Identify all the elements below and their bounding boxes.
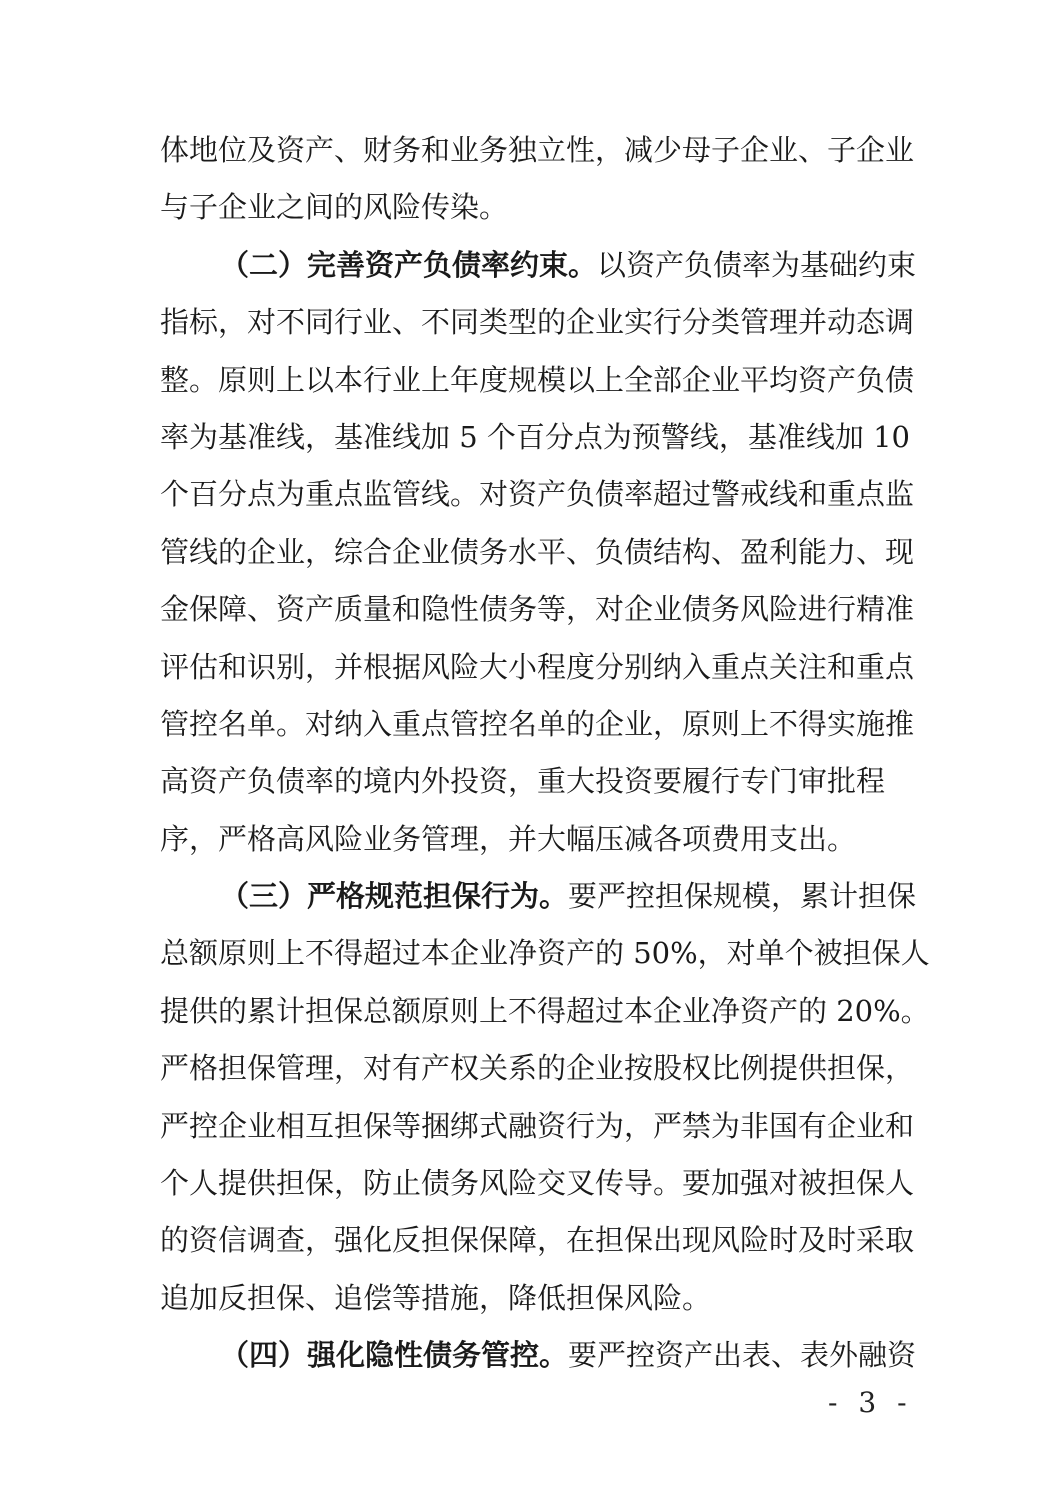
section-heading: （三）严格规范担保行为。 xyxy=(220,879,569,914)
section-heading: （二）完善资产负债率约束。 xyxy=(220,247,598,282)
paragraph-line: 的资信调查，强化反担保保障，在担保出现风险时及时采取 xyxy=(160,1223,915,1258)
page-number: - 3 - xyxy=(828,1386,913,1419)
paragraph-line: 与子企业之间的风险传染。 xyxy=(160,190,509,225)
paragraph-line: 严控企业相互担保等捆绑式融资行为，严禁为非国有企业和 xyxy=(160,1108,915,1143)
paragraph-line: 个百分点为重点监管线。对资产负债率超过警戒线和重点监 xyxy=(160,477,915,512)
paragraph-line: 率为基准线，基准线加 5 个百分点为预警线，基准线加 10 xyxy=(160,419,911,454)
paragraph-line: 指标，对不同行业、不同类型的企业实行分类管理并动态调 xyxy=(160,305,915,340)
paragraph-line: 追加反担保、追偿等措施，降低担保风险。 xyxy=(160,1280,712,1315)
document-body xyxy=(160,122,930,1385)
paragraph-text: 要严控资产出表、表外融资 xyxy=(568,1338,917,1373)
paragraph-line: 管控名单。对纳入重点管控名单的企业，原则上不得实施推 xyxy=(160,706,915,741)
paragraph-line: 个人提供担保，防止债务风险交叉传导。要加强对被担保人 xyxy=(160,1166,915,1201)
paragraph-line: 提供的累计担保总额原则上不得超过本企业净资产的 20%。 xyxy=(160,993,930,1028)
paragraph-line: 体地位及资产、财务和业务独立性，减少母子企业、子企业 xyxy=(160,133,915,167)
paragraph-line: 序，严格高风险业务管理，并大幅压减各项费用支出。 xyxy=(160,821,857,856)
paragraph-line: 整。原则上以本行业上年度规模以上全部企业平均资产负债 xyxy=(160,362,915,397)
paragraph-line: 高资产负债率的境内外投资，重大投资要履行专门审批程 xyxy=(160,764,886,799)
paragraph-line: 严格担保管理，对有产权关系的企业按股权比例提供担保， xyxy=(160,1051,915,1086)
paragraph-text: 以资产负债率为基础约束 xyxy=(597,247,917,282)
paragraph-first-line xyxy=(160,868,917,925)
paragraph-line: 评估和识别，并根据风险大小程度分别纳入重点关注和重点 xyxy=(160,649,915,684)
paragraph-text: 要严控担保规模，累计担保 xyxy=(568,879,917,914)
paragraph-line: 管线的企业，综合企业债务水平、负债结构、盈利能力、现 xyxy=(160,534,915,569)
paragraph-first-line xyxy=(160,237,917,294)
section-heading: （四）强化隐性债务管控。 xyxy=(220,1338,569,1373)
paragraph-first-line xyxy=(160,1327,917,1384)
paragraph-line: 金保障、资产质量和隐性债务等，对企业债务风险进行精准 xyxy=(160,592,915,627)
paragraph-line: 总额原则上不得超过本企业净资产的 50%，对单个被担保人 xyxy=(160,936,930,971)
